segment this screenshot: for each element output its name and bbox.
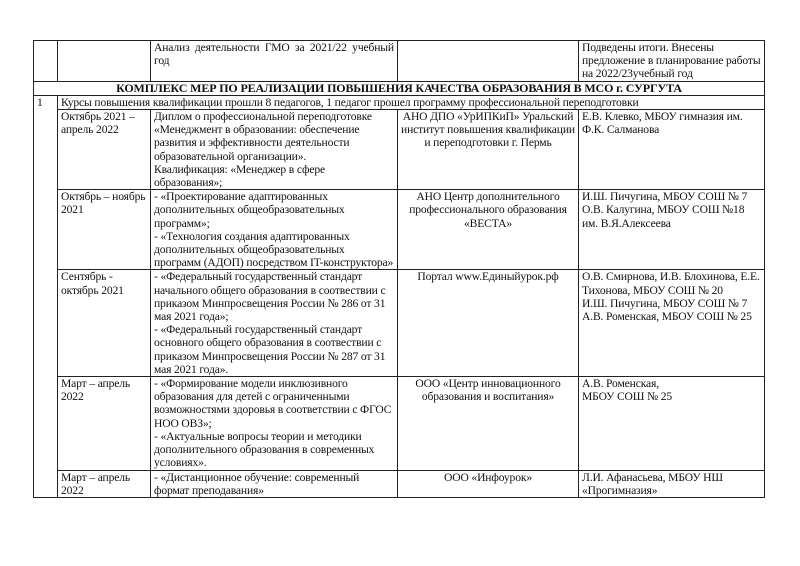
table-row xyxy=(34,377,765,470)
provider-cell: Портал www.Единыйурок.рф xyxy=(398,270,579,377)
course-cell xyxy=(151,470,398,497)
course-cell-line: - «Федеральный государственный стандарт начального общего образования в соотвествии с приказом Минпросвещения России № 286 от 31 мая 2021 года»; xyxy=(154,270,386,324)
period-cell: Март – апрель 2022 xyxy=(58,470,151,497)
course-cell-line: - «Федеральный государственный стандарт основного общего образования в соотвествии с приказом Минпросвещения России № 287 от 31 мая 2021 года». xyxy=(154,323,386,376)
section-title-row xyxy=(34,81,765,95)
result-cell: Подведены итоги. Внесены предложение в планирование работы на 2022/23учебный год xyxy=(579,41,765,82)
cell-empty xyxy=(398,41,579,82)
item-number: 1 xyxy=(34,95,58,497)
item-summary-row xyxy=(34,95,765,109)
table-row xyxy=(34,41,765,82)
course-cell-line: - «Формирование модели инклюзивного образования для детей с ограниченными возможностями здоровья в соответствии с ФГОС НОО ОВЗ»; xyxy=(154,377,392,430)
course-cell-line: - «Дистанционное обучение: современный формат преподавания» xyxy=(154,470,360,497)
participants-cell-line: Е.В. Клевко, МБОУ гимназия им. Ф.К. Салманова xyxy=(582,110,743,137)
provider-cell: ООО «Инфоурок» xyxy=(398,470,579,497)
provider-cell: АНО Центр дополнительного профессионального образования «ВЕСТА» xyxy=(398,190,579,270)
period-cell: Октябрь 2021 – апрель 2022 xyxy=(58,110,151,190)
section-title: КОМПЛЕКС МЕР ПО РЕАЛИЗАЦИИ ПОВЫШЕНИЯ КАЧЕСТВА ОБРАЗОВАНИЯ В МСО г. СУРГУТА xyxy=(34,81,765,95)
course-cell-line: - «Актуальные вопросы теории и методики дополнительного образования в современных условиях». xyxy=(154,429,375,470)
table-row xyxy=(34,110,765,190)
table-row xyxy=(34,190,765,270)
cell-empty xyxy=(34,41,58,82)
provider-cell: ООО «Центр инновационного образования и воспитания» xyxy=(398,377,579,470)
participants-cell xyxy=(579,110,765,190)
period-cell: Октябрь – ноябрь 2021 xyxy=(58,190,151,270)
participants-cell xyxy=(579,270,765,377)
participants-cell xyxy=(579,377,765,470)
course-cell-line: - «Технология создания адаптированных дополнительных общеобразовательных программ (АДОП) посредством IT-конструктора» xyxy=(154,229,394,270)
participants-cell-line: А.В. Роменская, МБОУ СОШ № 25 xyxy=(582,310,752,324)
participants-cell-line: МБОУ СОШ № 25 xyxy=(582,390,673,404)
table-row xyxy=(34,270,765,377)
course-cell-line: - «Проектирование адаптированных дополнительных общеобразовательных программ»; xyxy=(154,190,345,230)
item-summary: Курсы повышения квалификации прошли 8 педагогов, 1 педагог прошел программу профессиональной переподготовки xyxy=(58,95,765,109)
period-cell: Март – апрель 2022 xyxy=(58,377,151,470)
course-cell xyxy=(151,190,398,270)
activity-cell: Анализ деятельности ГМО за 2021/22 учебный год xyxy=(151,41,398,82)
participants-cell-line: Л.И. Афанасьева, МБОУ НШ «Прогимназия» xyxy=(582,470,723,497)
participants-cell-line: О.В. Калугина, МБОУ СОШ №18 им. В.Я.Алексеева xyxy=(582,203,745,230)
document-table xyxy=(33,40,765,498)
participants-cell-line: О.В. Смирнова, И.В. Блохинова, Е.Е. Тихонова, МБОУ СОШ № 20 xyxy=(582,270,760,297)
course-cell xyxy=(151,110,398,190)
participants-cell-line: И.Ш. Пичугина, МБОУ СОШ № 7 xyxy=(582,296,748,310)
participants-cell-line: А.В. Роменская, xyxy=(582,377,659,391)
course-cell xyxy=(151,377,398,470)
period-cell: Сентябрь - октябрь 2021 xyxy=(58,270,151,377)
participants-cell-line: И.Ш. Пичугина, МБОУ СОШ № 7 xyxy=(582,190,748,204)
course-cell-line: Диплом о профессиональной переподготовке «Менеджмент в образовании: обеспечение развития и эффективности деятельности образовательной организации». xyxy=(154,110,372,163)
course-cell-line: Квалификация: «Менеджер в сфере образования»; xyxy=(154,162,325,190)
participants-cell xyxy=(579,470,765,497)
table-row xyxy=(34,470,765,497)
cell-empty xyxy=(58,41,151,82)
provider-cell: АНО ДПО «УрИПКиП» Уральский институт повышения квалификации и переподготовки г. Пермь xyxy=(398,110,579,190)
course-cell xyxy=(151,270,398,377)
participants-cell xyxy=(579,190,765,270)
